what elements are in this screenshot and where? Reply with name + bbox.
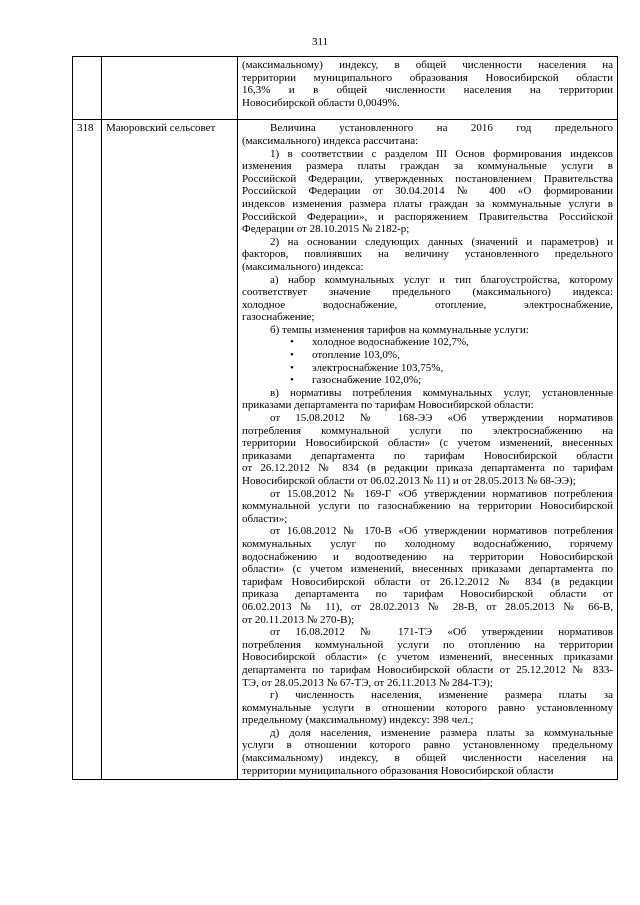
text-line: от 15.08.2012 № 169-Г «Об утверждении нормативов потребления	[270, 487, 613, 500]
text-line: приказами департамента по тарифам Новосибирской области	[242, 449, 613, 462]
text-line: индексов изменения размера платы граждан за коммунальные услуги в	[242, 197, 613, 210]
list-item-text: отопление 103,0%,	[312, 349, 400, 362]
text-line: потребления коммунальной услуги по электроснабжению на	[242, 424, 613, 437]
text-line: г) численность населения, изменение размера платы за	[270, 689, 613, 702]
list-item	[242, 362, 613, 375]
text-line: услуги в отношении которого равно установленному предельному	[242, 739, 613, 752]
paragraph-p7	[242, 412, 613, 488]
text-line: Федерации от 28.10.2015 № 2182-р;	[242, 223, 410, 236]
text-line: 16,3% и в общей численности населения на территории	[242, 84, 613, 97]
cell-name-empty	[102, 57, 238, 120]
text-line: приказами департамента по тарифам Новосибирской области:	[242, 399, 534, 412]
paragraph-p11	[242, 689, 613, 727]
text-line: коммунальные услуги в отношении которого равно установленному	[242, 701, 613, 714]
page-number: 311	[311, 36, 329, 48]
text-body	[242, 122, 613, 777]
text-line: Российской Федерации», и распоряжением Правительства Российской	[242, 210, 613, 223]
text-line: территории муниципального образования Новосибирской области	[242, 71, 613, 84]
text-line: области»;	[242, 512, 288, 525]
text-line: (максимального) индекса:	[242, 260, 364, 273]
text-line: предельному (максимальному) индексу: 398 чел.;	[242, 714, 474, 727]
text-line: изменения размера платы граждан за коммунальные услуги в	[242, 160, 613, 173]
text-line: (максимального) индекса рассчитана:	[242, 134, 419, 147]
text-line: а) набор коммунальных услуг и тип благоустройства, которому	[270, 273, 613, 286]
text-line: Новосибирской области от 06.02.2013 № 11) и от 28.05.2013 № 68-ЭЭ);	[242, 475, 576, 487]
text-line: д) доля населения, изменение размера платы за коммунальные	[270, 726, 613, 739]
cell-number-empty	[73, 57, 102, 120]
text-line: факторов, повлиявших на величину установленного предельного	[242, 248, 613, 261]
paragraph-p3	[242, 236, 613, 274]
text-line: от 26.12.2012 № 834 (в редакции приказа департамента по тарифам	[242, 462, 613, 475]
paragraph-p5	[242, 324, 613, 337]
paragraph-p8	[242, 488, 613, 526]
text-line: территории муниципального образования Новосибирской области	[242, 764, 554, 777]
text-line: Российской Федерации, утвержденных постановлением Правительства	[242, 172, 613, 185]
text-line: области» (с учетом изменений, внесенных приказами департамента по	[242, 563, 613, 576]
cell-text	[238, 120, 618, 780]
text-line: Новосибирской области 0,0049%.	[242, 96, 400, 109]
text-line: от 15.08.2012 № 168-ЭЭ «Об утверждении нормативов	[270, 412, 613, 425]
text-line: коммунальных услуг по холодному водоснабжению, горячему	[242, 537, 613, 550]
text-line: департамента по тарифам Новосибирской области от 25.12.2012 № 833-	[242, 663, 613, 676]
paragraph-p1	[242, 122, 613, 147]
text-line: водоснабжению и водоотведению на территории Новосибирской	[242, 550, 613, 563]
cell-name: Маюровский сельсовет	[102, 120, 238, 780]
bullet-icon: •	[290, 374, 294, 387]
list-item-text: холодное водоснабжение 102,7%,	[312, 336, 469, 349]
text-line: ТЭ, от 28.05.2013 № 67-ТЭ, от 26.11.2013 № 284-ТЭ);	[242, 676, 493, 689]
text-line: от 16.08.2012 № 171-ТЭ «Об утверждении нормативов	[270, 626, 613, 639]
text-line: потребления коммунальной услуги по отоплению на территории	[242, 638, 613, 651]
list-item	[242, 374, 613, 387]
paragraph-p9	[242, 525, 613, 626]
list-item	[242, 349, 613, 362]
list-item-text: газоснабжение 102,0%;	[312, 374, 422, 387]
paragraph-p12	[242, 727, 613, 777]
text-line: тарифам Новосибирской области от 26.12.2012 № 834 (в редакции	[242, 575, 613, 588]
paragraph-p10	[242, 626, 613, 689]
paragraph-p4	[242, 274, 613, 324]
list-item-text: электроснабжение 103,75%,	[312, 361, 444, 374]
text-line: 06.02.2013 № 11), от 28.02.2013 № 28-В, от 28.05.2013 № 66-В,	[242, 600, 613, 613]
continuation-paragraph	[242, 59, 613, 109]
text-line: коммунальной услуги по газоснабжению на территории Новосибирской	[242, 500, 613, 513]
text-line: (максимальному) индексу, в общей численности населения на	[242, 59, 613, 71]
text-line: Новосибирской области» (с учетом изменений, внесенных приказами	[242, 651, 613, 664]
paragraph-p2	[242, 148, 613, 236]
text-line: соответствует значение предельного (максимального) индекса:	[242, 286, 613, 299]
text-line: Российской Федерации от 30.04.2014 № 400 «О формировании	[242, 185, 613, 198]
paragraph-p6	[242, 387, 613, 412]
table-row-318	[73, 120, 618, 780]
cell-number: 318	[73, 120, 102, 780]
data-table	[72, 56, 618, 780]
text-line: приказа департамента по тарифам Новосибирской области от	[242, 588, 613, 601]
text-line: от 16.08.2012 № 170-В «Об утверждении нормативов потребления	[270, 525, 613, 538]
text-line: в) нормативы потребления коммунальных услуг, установленные	[270, 386, 613, 399]
text-line: (максимальному) индексу, в общей численности населения на	[242, 752, 613, 765]
list-item	[242, 336, 613, 349]
bullet-icon: •	[290, 336, 294, 349]
bullet-icon: •	[290, 349, 294, 362]
text-line: территории Новосибирской области» (с учетом изменений, внесенных	[242, 437, 613, 450]
text-line: газоснабжение;	[242, 311, 315, 324]
text-line: холодное водоснабжение, отопление, электроснабжение,	[242, 298, 613, 311]
text-line: 2) на основании следующих данных (значений и параметров) и	[270, 235, 613, 248]
text-line: 1) в соответствии с разделом III Основ формирования индексов	[270, 147, 613, 160]
text-line: от 20.11.2013 № 270-В);	[242, 613, 355, 626]
cell-text-continuation	[238, 57, 618, 120]
tariff-bullet-list	[242, 336, 613, 386]
text-line: Величина установленного на 2016 год предельного	[270, 122, 613, 135]
text-line: б) темпы изменения тарифов на коммунальные услуги:	[270, 323, 529, 336]
bullet-icon: •	[290, 361, 294, 374]
table-row-continuation	[73, 57, 618, 120]
